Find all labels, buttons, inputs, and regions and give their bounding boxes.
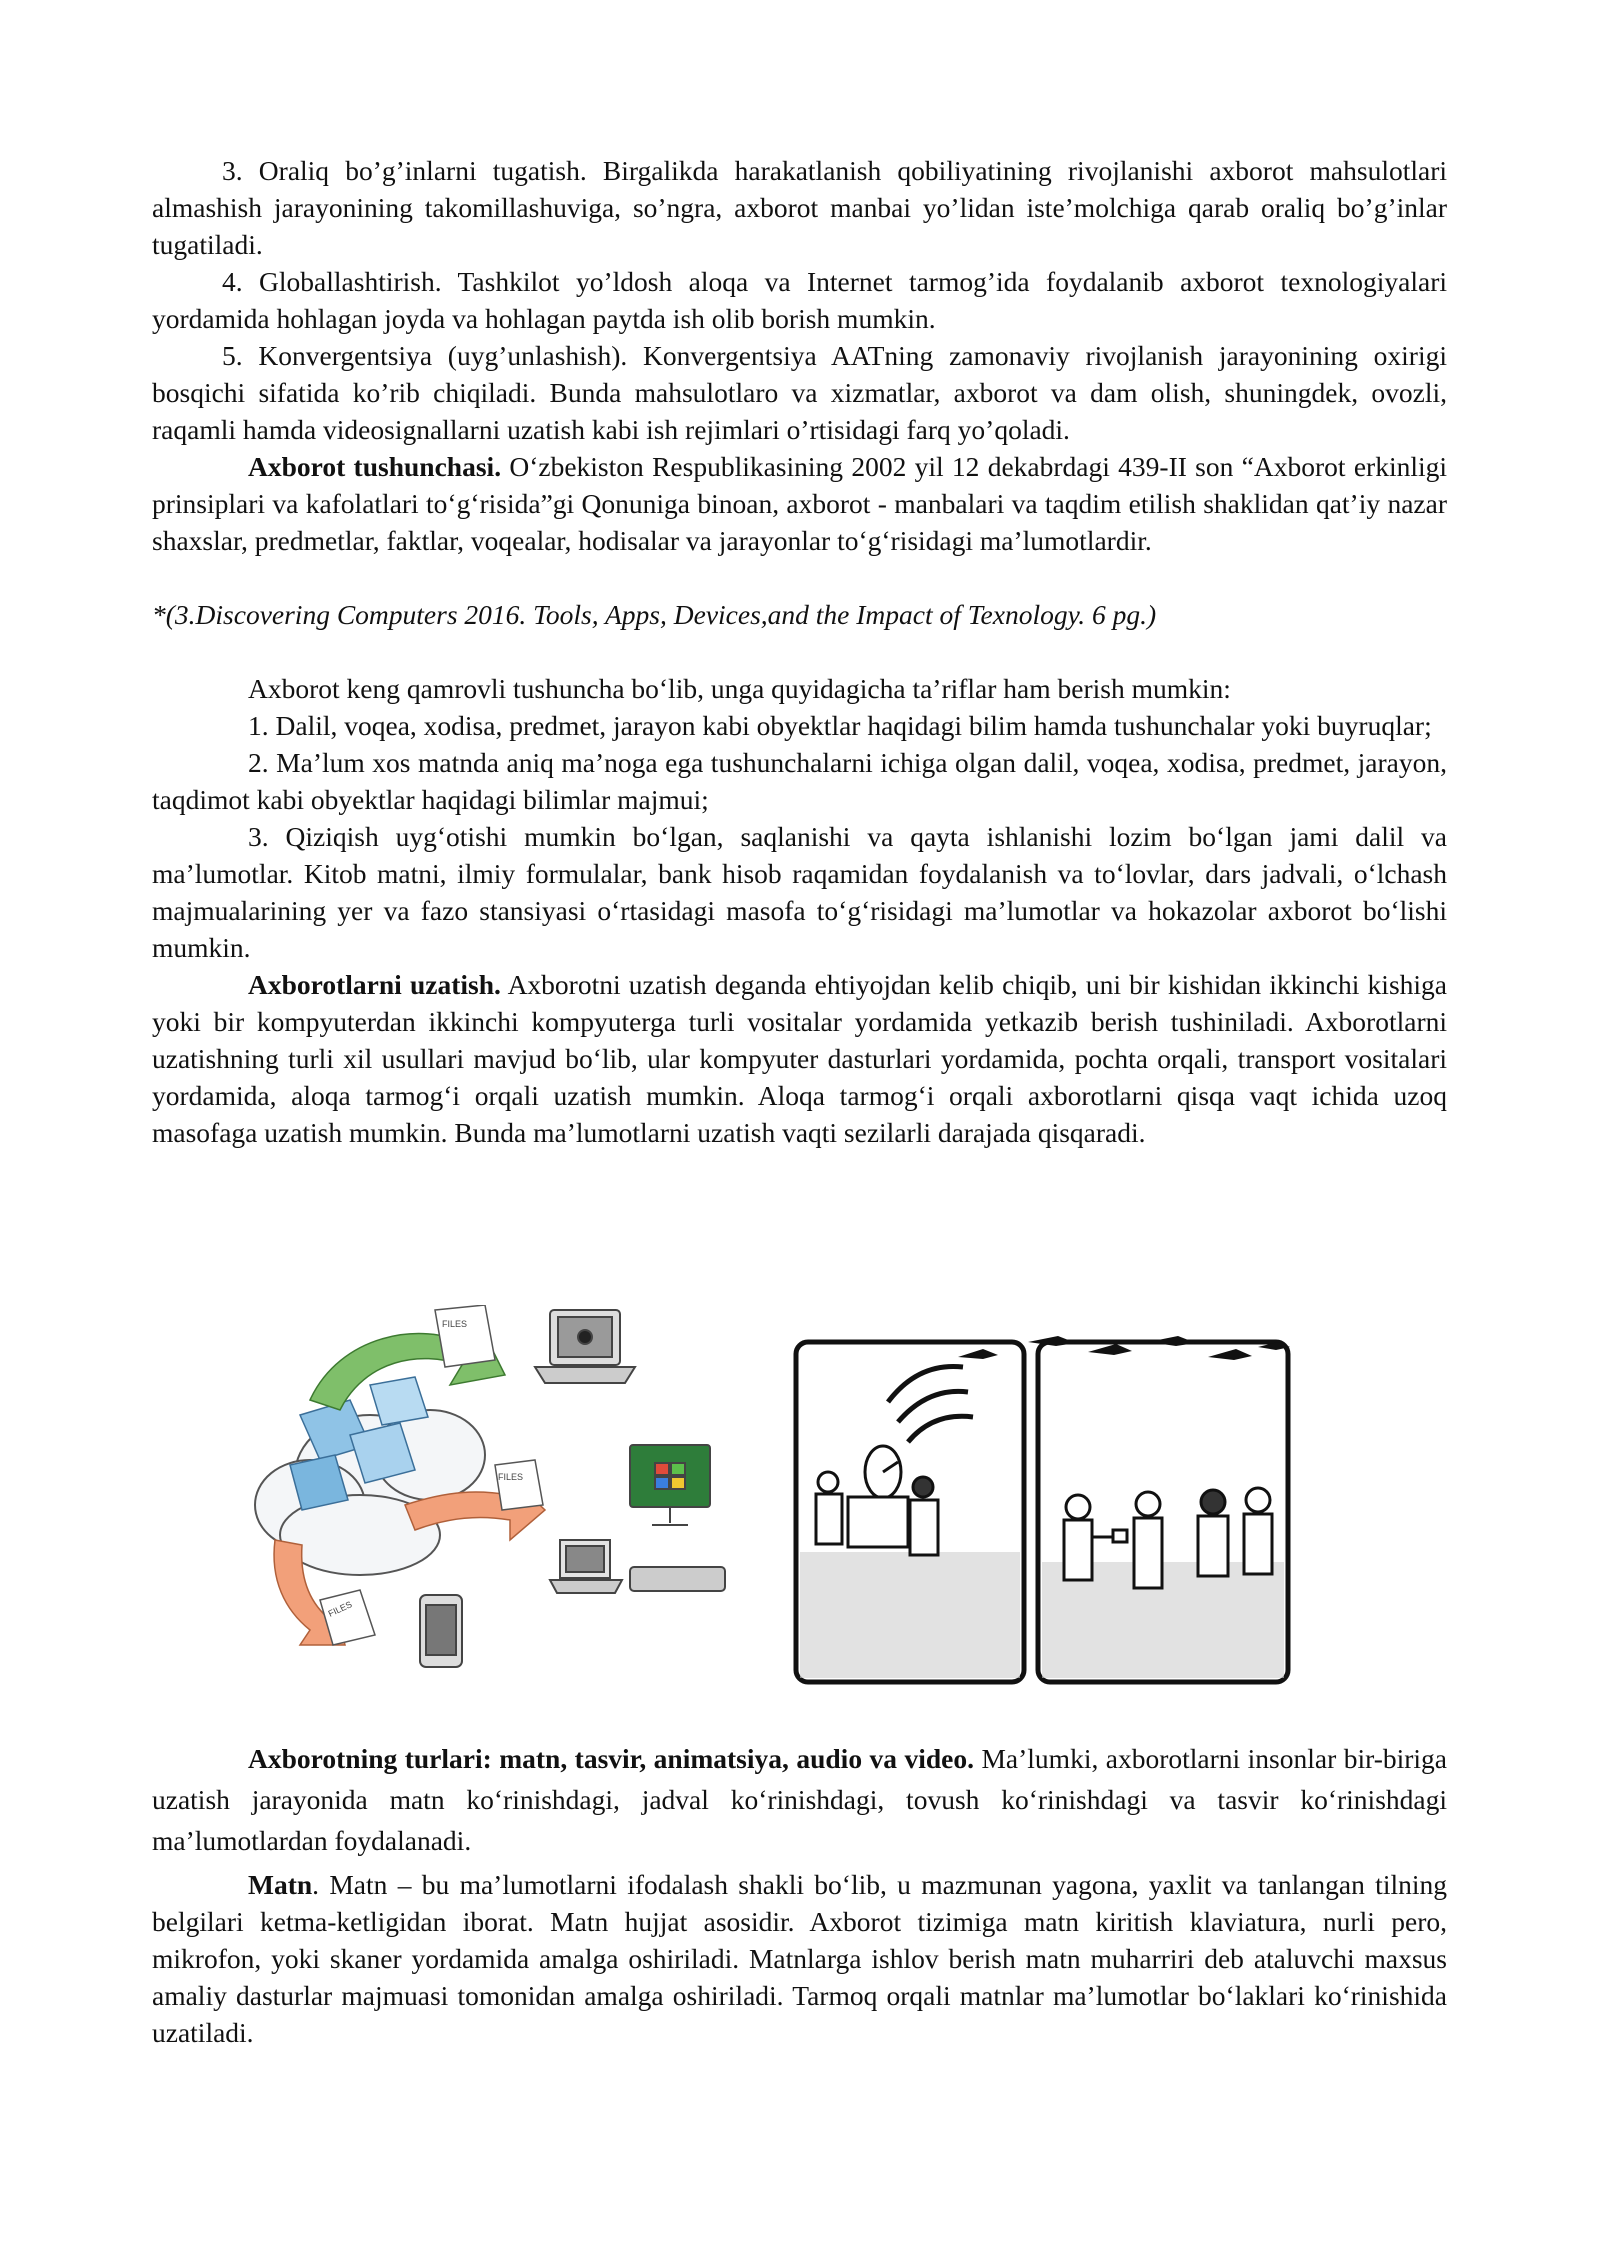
paragraph-globallashtirish: 4. Globallashtirish. Tashkilot yo’ldosh aloqa va Internet tarmog’ida foydalanib axborot texnologiyalari yordamida hohlagan joyda va hohlagan paytda ish olib borish mumkin. [152,266,1447,334]
files-label: FILES [498,1472,524,1482]
files-label: FILES [442,1319,468,1329]
text-block-top [152,152,1447,1151]
paragraph-oraliq: 3. Oraliq bo’g’inlarni tugatish. Birgalikda harakatlanish qobiliyatining rivojlanishi axborot mahsulotlari almashish jarayonining takomillashuviga, so’ngra, axborot manbai yo’lidan iste’molchiga qarab oraliq bo’g’inlar tugatiladi. [152,155,1447,260]
laptop-icon [535,1310,635,1383]
text-block-turlari [152,1738,1447,1861]
paragraph-matn: Matn. Matn – bu ma’lumotlarni ifodalash shakli bo‘lib, u mazmunan yagona, yaxlit va tanlangan tilning belgilari ketma-ketligidan iborat. Matn hujjat asosidir. Axborot tizimiga matn kiritish klaviatura, nurli pero, mikrofon, yoki skaner yordamida amalga oshiriladi. Matnlarga ishlov berish matn muharriri deb ataluvchi maxsus amaliy dasturlar majmuasi tomonidan amalga oshiriladi. Tarmoq orqali matnlar ma’lumotlar bo‘laklari ko‘rinishida uzatiladi. [152,1869,1447,2048]
citation: *(3.Discovering Computers 2016. Tools, Apps, Devices,and the Impact of Texnology. 6 pg.) [152,599,1157,630]
comic-transfer-illustration [788,1322,1298,1692]
satellite-dish-icon [865,1446,901,1498]
paragraph-keng-qamrovli: Axborot keng qamrovli tushuncha bo‘lib, unga quyidagicha ta’riflar ham berish mumkin: [248,673,1231,704]
list-item-3: 3. Qiziqish uyg‘otishi mumkin bo‘lgan, saqlanishi va qayta ishlanishi lozim bo‘lgan jami dalil va ma’lumotlar. Kitob matni, ilmiy formulalar, bank hisob raqamidan foydalanish va to‘lovlar, dars jadvali, o‘lchash majmualarining yer va fazo stansiyasi o‘rtasidagi masofa to‘g‘risidagi ma’lumotlar va hokazolar axborot bo‘lishi mumkin. [152,821,1447,963]
paragraph-axborotning-turlari: Axborotning turlari: matn, tasvir, animatsiya, audio va video. Ma’lumki, axborotlarni insonlar bir-biriga uzatish jarayonida matn ko‘rinishdagi, jadval ko‘rinishdagi, tovush ko‘rinishdagi va tasvir ko‘rinishdagi ma’lumotlardan foydalanadi. [152,1743,1448,1856]
cloud-transfer-illustration [230,1305,770,1700]
paragraph-axborot-tushunchasi: Axborot tushunchasi. O‘zbekiston Respublikasining 2002 yil 12 dekabrdagi 439-II son “Axborot erkinligi prinsiplari va kafolatlari to‘g‘risida”gi Qonuniga binoan, axborot - manbalari va taqdim etilish shaklidan qat’iy nazar shaxslar, predmetlar, faktlar, voqealar, hodisalar va jarayonlar to‘g‘risidagi ma’lumotlardir. [152,451,1448,556]
laptop-keyboard-icon [550,1540,725,1593]
heading-axborotning-turlari: Axborotning turlari: matn, tasvir, animatsiya, audio va video. [248,1743,975,1774]
monitor-icon [630,1445,710,1525]
heading-matn: Matn [248,1869,313,1900]
heading-axborotlarni-uzatish: Axborotlarni uzatish. [248,969,501,1000]
phone-icon [420,1595,462,1667]
paragraph-axborotlarni-uzatish: Axborotlarni uzatish. Axborotni uzatish deganda ehtiyojdan kelib chiqib, uni bir kishidan ikkinchi kishiga yoki bir kompyuterdan ikkinchi kompyuterga turli vositalar yordamida yetkazib berish tushiniladi. Axborotlarni uzatishning turli xil usullari mavjud bo‘lib, ular kompyuter dasturlari yordamida, pochta orqali, transport vositalari yordamida, aloqa tarmog‘i orqali uzatish mumkin. Aloqa tarmog‘i orqali axborotlarni qisqa vaqt ichida uzoq masofaga uzatish mumkin. Bunda ma’lumotlarni uzatish vaqti sezilarli darajada qisqaradi. [152,969,1447,1148]
paragraph-konvergentsiya: 5. Konvergentsiya (uyg’unlashish). Konvergentsiya AATning zamonaviy rivojlanish jarayonining oxirigi bosqichi sifatida ko’rib chiqiladi. Bunda mahsulotlaro va xizmatlar, axborot va dam olish, shuningdek, ovozli, raqamli hamda videosignallarni uzatish kabi ish rejimlari o’rtisidagi farq yo’qoladi. [152,340,1447,445]
text-block-matn [152,1866,1447,2051]
heading-axborot-tushunchasi: Axborot tushunchasi. [248,451,502,482]
list-item-1: 1. Dalil, voqea, xodisa, predmet, jarayon kabi obyektlar haqidagi bilim hamda tushunchalar yoki buyruqlar; [248,710,1432,741]
list-item-2: 2. Ma’lum xos matnda aniq ma’noga ega tushunchalarni ichiga olgan dalil, voqea, xodisa, predmet, jarayon, taqdimot kabi obyektlar haqidagi bilimlar majmui; [152,747,1447,815]
files-label: FILES [326,1599,354,1619]
